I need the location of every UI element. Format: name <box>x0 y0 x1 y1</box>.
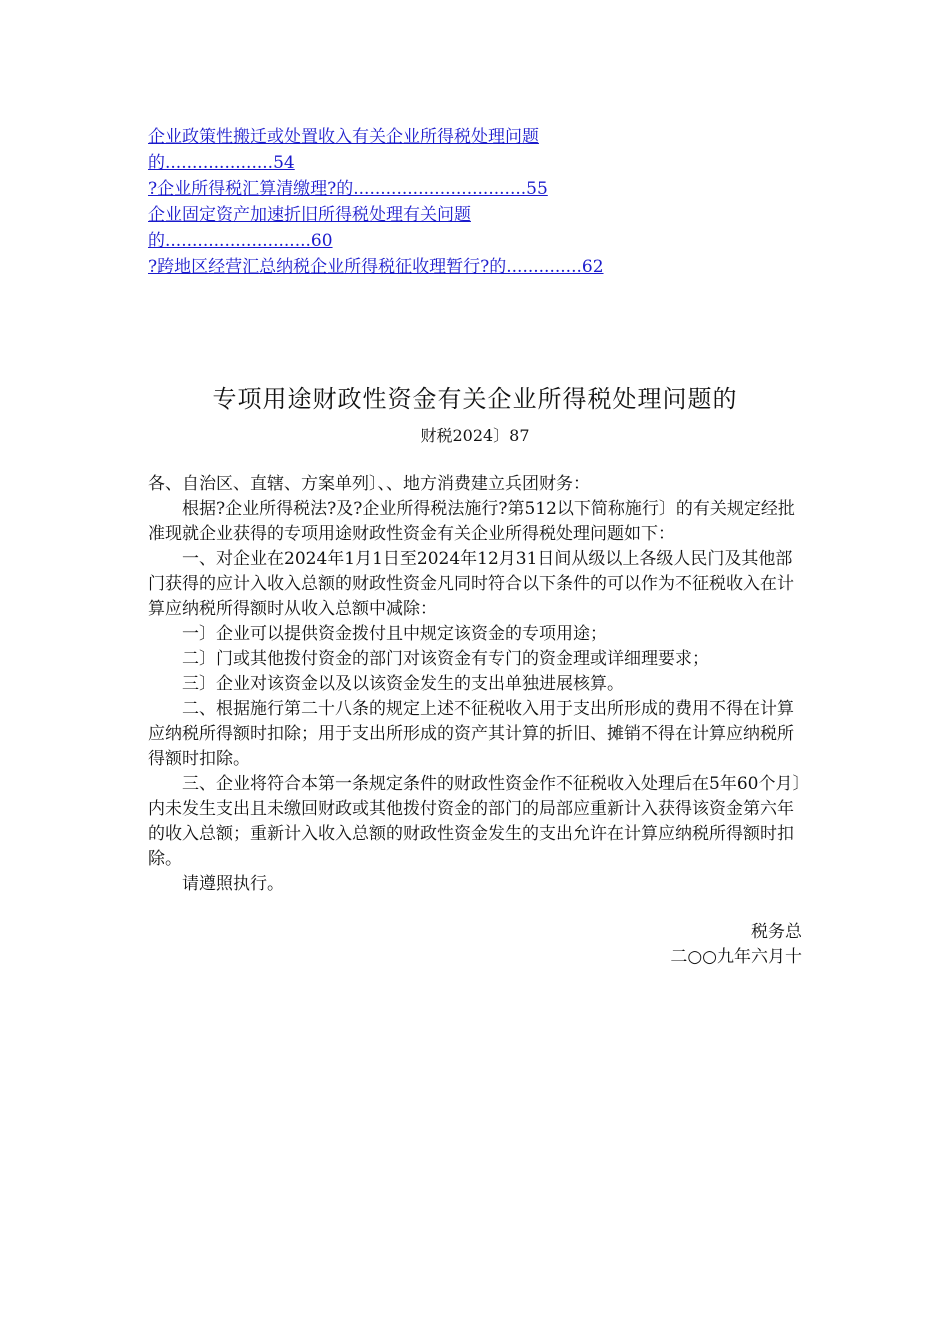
document-title: 专项用途财政性资金有关企业所得税处理问题的 <box>212 385 738 413</box>
paragraph: 三、企业将符合本第一条规定条件的财政性资金作不征税收入处理后在5年60个月〕内未发生支出且未缴回财政或其他拨付资金的部门的局部应重新计入获得该资金第六年的收入总额；重新计入收入总额的财政性资金发生的支出允许在计算应纳税所得额时扣除。 <box>148 774 801 869</box>
paragraph: 一〕企业可以提供资金拨付且中规定该资金的专项用途； <box>182 624 607 644</box>
table-of-contents <box>148 124 748 280</box>
document-number: 财税2024〕87 <box>420 426 530 445</box>
toc-link[interactable]: ?企业所得税汇算清缴理?的................................55 <box>148 179 548 199</box>
toc-link[interactable]: 企业政策性搬迁或处置收入有关企业所得税处理问题 <box>148 127 539 147</box>
paragraph: 根据?企业所得税法?及?企业所得税法施行?第512以下简称施行〕的有关规定经批准现就企业获得的专项用途财政性资金有关企业所得税处理问题如下： <box>148 499 795 544</box>
signature-org: 税务总 <box>751 922 802 942</box>
paragraph: 一、对企业在2024年1月1日至2024年12月31日间从级以上各级人民门及其他部门获得的应计入收入总额的财政性资金凡同时符合以下条件的可以作为不征税收入在计算应纳税所得额时从收入总额中减除： <box>148 549 794 619</box>
toc-link[interactable]: 企业固定资产加速折旧所得税处理有关问题 <box>148 205 471 225</box>
paragraph: 二、根据施行第二十八条的规定上述不征税收入用于支出所形成的费用不得在计算应纳税所得额时扣除；用于支出所形成的资产其计算的折旧、摊销不得在计算应纳税所得额时扣除。 <box>148 699 794 769</box>
signature-date: 二○○九年六月十 <box>670 947 802 967</box>
toc-link[interactable]: ?跨地区经营汇总纳税企业所得税征收理暂行?的..............62 <box>148 257 604 277</box>
document-body <box>148 472 808 897</box>
toc-link[interactable]: 的....................54 <box>148 153 295 173</box>
paragraph: 三〕企业对该资金以及以该资金发生的支出单独进展核算。 <box>182 674 624 694</box>
paragraph: 请遵照执行。 <box>182 874 284 894</box>
paragraph: 二〕门或其他拨付资金的部门对该资金有专门的资金理或详细理要求； <box>182 649 709 669</box>
toc-link[interactable]: 的...........................60 <box>148 231 333 251</box>
addressee: 各、自治区、直辖、方案单列〕、、地方消费建立兵团财务： <box>148 474 590 494</box>
